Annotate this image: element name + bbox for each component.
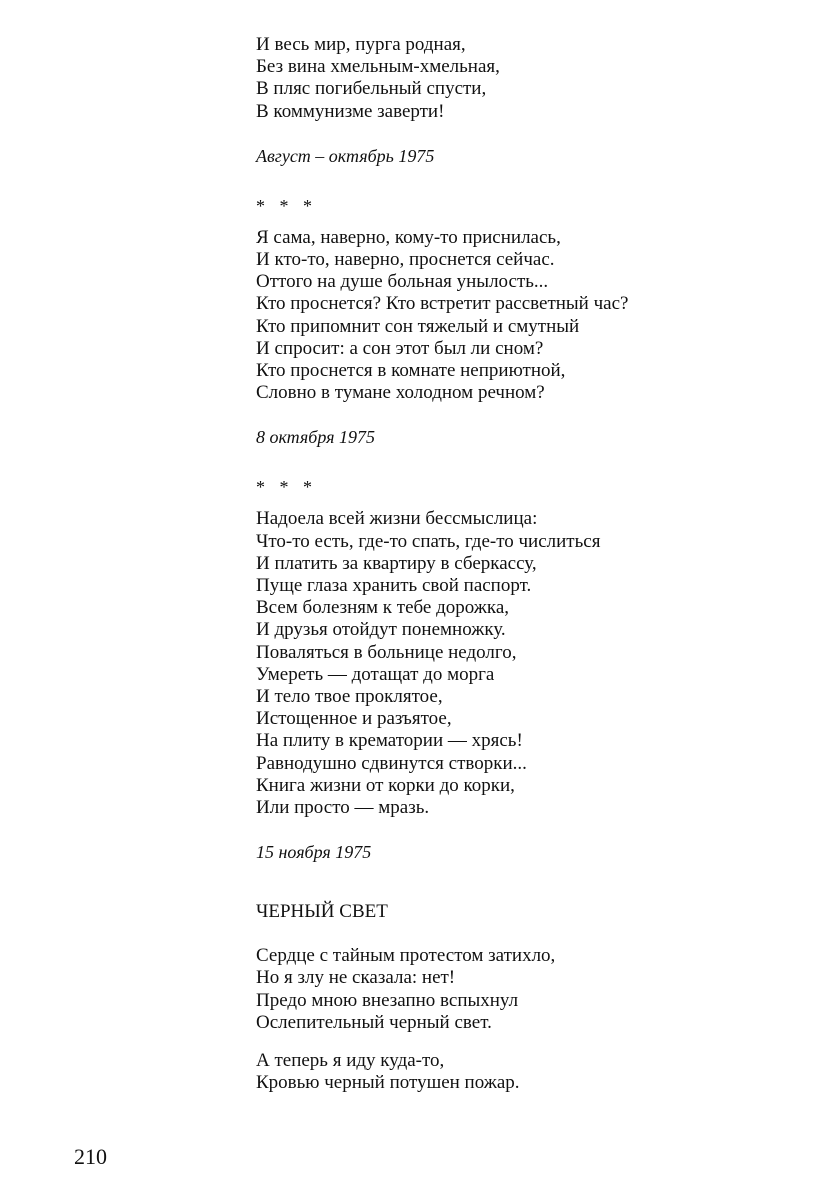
poem-line: Что-то есть, где-то спать, где-то числиться: [256, 530, 601, 552]
poem-line: Кровью черный потушен пожар.: [256, 1072, 520, 1094]
poem-stanza: [256, 227, 816, 405]
poem-line: Оттого на душе больная унылость...: [256, 271, 549, 293]
poem-line: Или просто — мразь.: [256, 797, 430, 819]
poem-line: Равнодушно сдвинутся створки...: [256, 752, 527, 774]
poem-line: Поваляться в больнице недолго,: [256, 641, 517, 663]
poem-line: Сердце с тайным протестом затихло,: [256, 945, 556, 967]
poem-line: Кто припомнит сон тяжелый и смутный: [256, 315, 580, 337]
section-separator: * * *: [256, 477, 317, 498]
section-separator: * * *: [256, 195, 317, 216]
poem-line: Предо мною внезапно вспыхнул: [256, 989, 519, 1011]
poem-line: И платить за квартиру в сберкассу,: [256, 552, 537, 574]
poem-date: 15 ноября 1975: [256, 842, 372, 863]
poem-date: Август – октябрь 1975: [256, 145, 435, 166]
poem-stanza: [256, 945, 816, 1034]
poem-line: А теперь я иду куда-то,: [256, 1050, 445, 1072]
poem-line: Ослепительный черный свет.: [256, 1011, 492, 1033]
poem-ending-stanza: [256, 34, 816, 123]
poem-line: И спросит: а сон этот был ли сном?: [256, 337, 544, 359]
poem-line: Без вина хмельным-хмельная,: [256, 56, 500, 78]
page-content: [256, 34, 816, 1095]
poem-line: Надоела всей жизни бессмыслица:: [256, 508, 538, 530]
poem-line: Истощенное и разъятое,: [256, 708, 452, 730]
poem-line: В коммунизме заверти!: [256, 100, 445, 122]
poem-line: Умереть — дотащат до морга: [256, 663, 495, 685]
poem-date: 8 октября 1975: [256, 427, 375, 448]
poem-line: И кто-то, наверно, проснется сейчас.: [256, 249, 555, 271]
poem-line: В пляс погибельный спусти,: [256, 78, 487, 100]
poem-line: Всем болезням к тебе дорожка,: [256, 597, 510, 619]
poem-line: Кто проснется? Кто встретит рассветный час?: [256, 293, 629, 315]
poem-line: И весь мир, пурга родная,: [256, 34, 466, 55]
poem-line: Я сама, наверно, кому-то приснилась,: [256, 226, 561, 248]
poem-line: И друзья отойдут понемножку.: [256, 619, 506, 641]
poem-line: Книга жизни от корки до корки,: [256, 774, 515, 796]
poem-stanza: [256, 508, 816, 819]
poem-line: И тело твое проклятое,: [256, 686, 443, 708]
poem-line: Пуще глаза хранить свой паспорт.: [256, 575, 532, 597]
poem-title: ЧЕРНЫЙ СВЕТ: [256, 901, 388, 923]
poem-stanza: [256, 1050, 816, 1094]
poem-line: Но я злу не сказала: нет!: [256, 967, 456, 989]
poem-line: Словно в тумане холодном речном?: [256, 382, 545, 404]
poem-line: На плиту в крематории — хрясь!: [256, 730, 523, 752]
poem-line: Кто проснется в комнате неприютной,: [256, 360, 566, 382]
page-number: 210: [74, 1144, 107, 1169]
